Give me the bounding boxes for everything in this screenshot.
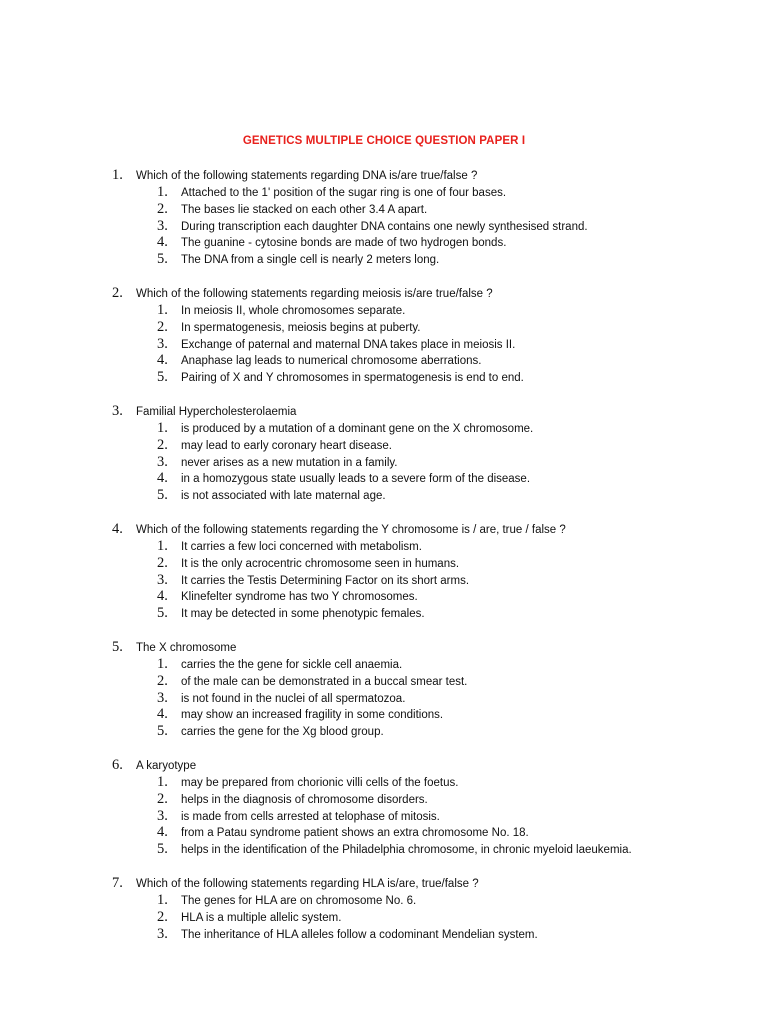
option-number: 1.	[157, 891, 168, 908]
option-number: 1.	[157, 773, 168, 790]
option-item	[0, 184, 768, 201]
option-list	[0, 892, 768, 942]
question-number: 7.	[112, 874, 123, 891]
option-item	[0, 302, 768, 319]
question-text: Familial Hypercholesterolaemia	[136, 405, 297, 418]
question-text: Which of the following statements regarding the Y chromosome is / are, true / false ?	[136, 523, 566, 536]
option-text: from a Patau syndrome patient shows an extra chromosome No. 18.	[181, 827, 529, 840]
question-item	[0, 403, 768, 504]
question-text: Which of the following statements regarding DNA is/are true/false ?	[136, 170, 478, 182]
option-number: 4.	[157, 588, 168, 605]
option-text: is not found in the nuclei of all spermatozoa.	[181, 692, 406, 705]
option-item	[0, 251, 768, 268]
option-number: 1.	[157, 419, 168, 436]
option-number: 5.	[157, 487, 168, 504]
option-text: During transcription each daughter DNA contains one newly synthesised strand.	[181, 220, 588, 233]
option-item	[0, 588, 768, 605]
option-item	[0, 909, 768, 926]
option-item	[0, 352, 768, 369]
option-item	[0, 336, 768, 353]
option-number: 4.	[157, 234, 168, 251]
option-item	[0, 673, 768, 690]
option-text: It is the only acrocentric chromosome seen in humans.	[181, 557, 460, 570]
question-text: Which of the following statements regarding meiosis is/are true/false ?	[136, 287, 493, 300]
option-number: 2.	[157, 318, 168, 335]
option-item	[0, 926, 768, 943]
question-item	[0, 521, 768, 622]
option-list	[0, 774, 768, 858]
option-list	[0, 420, 768, 504]
option-item	[0, 201, 768, 218]
option-text: may be prepared from chorionic villi cells of the foetus.	[181, 776, 459, 789]
option-text: In meiosis II, whole chromosomes separate.	[181, 304, 406, 317]
option-number: 1.	[157, 301, 168, 318]
question-item	[0, 639, 768, 740]
option-text: may show an increased fragility in some conditions.	[181, 709, 444, 722]
option-text: in a homozygous state usually leads to a severe form of the disease.	[181, 473, 531, 486]
option-item	[0, 841, 768, 858]
option-item	[0, 454, 768, 471]
option-text: Pairing of X and Y chromosomes in spermatogenesis is end to end.	[181, 372, 524, 385]
option-text: never arises as a new mutation in a family.	[181, 456, 398, 469]
option-number: 2.	[157, 672, 168, 689]
question-number: 4.	[112, 520, 123, 537]
question-item	[0, 757, 768, 858]
question-header	[0, 875, 768, 892]
option-text: The bases lie stacked on each other 3.4 A apart.	[181, 203, 428, 216]
question-header	[0, 167, 768, 184]
option-item	[0, 538, 768, 555]
option-number: 4.	[157, 470, 168, 487]
option-number: 5.	[157, 841, 168, 858]
option-text: Klinefelter syndrome has two Y chromosomes.	[181, 591, 418, 604]
option-number: 5.	[157, 369, 168, 386]
option-number: 5.	[157, 723, 168, 740]
question-number: 2.	[112, 284, 123, 301]
option-item	[0, 319, 768, 336]
question-number: 1.	[112, 167, 123, 183]
option-text: Anaphase lag leads to numerical chromosome aberrations.	[181, 355, 482, 368]
option-item	[0, 656, 768, 673]
option-item	[0, 487, 768, 504]
question-header	[0, 285, 768, 302]
page-title: GENETICS MULTIPLE CHOICE QUESTION PAPER I	[242, 135, 526, 147]
question-header	[0, 403, 768, 420]
option-list	[0, 302, 768, 386]
option-text: HLA is a multiple allelic system.	[181, 911, 342, 924]
option-item	[0, 605, 768, 622]
option-number: 5.	[157, 251, 168, 268]
option-item	[0, 824, 768, 841]
option-item	[0, 774, 768, 791]
option-text: It may be detected in some phenotypic females.	[181, 608, 425, 621]
option-number: 1.	[157, 184, 168, 200]
option-text: The inheritance of HLA alleles follow a codominant Mendelian system.	[181, 928, 538, 941]
option-number: 4.	[157, 706, 168, 723]
option-item	[0, 437, 768, 454]
option-text: In spermatogenesis, meiosis begins at puberty.	[181, 321, 421, 334]
option-number: 2.	[157, 436, 168, 453]
option-item	[0, 234, 768, 251]
option-number: 2.	[157, 790, 168, 807]
option-item	[0, 420, 768, 437]
option-number: 3.	[157, 217, 168, 234]
option-number: 3.	[157, 925, 168, 942]
question-text: Which of the following statements regarding HLA is/are, true/false ?	[136, 877, 479, 890]
question-item	[0, 167, 768, 268]
option-number: 2.	[157, 200, 168, 217]
question-header	[0, 757, 768, 774]
option-list	[0, 538, 768, 622]
option-text: is made from cells arrested at telophase of mitosis.	[181, 810, 440, 823]
option-text: is produced by a mutation of a dominant gene on the X chromosome.	[181, 422, 534, 435]
option-number: 3.	[157, 571, 168, 588]
question-list	[0, 167, 768, 959]
option-text: carries the the gene for sickle cell anaemia.	[181, 658, 403, 671]
option-number: 2.	[157, 908, 168, 925]
option-text: The genes for HLA are on chromosome No. 6.	[181, 894, 417, 907]
question-item	[0, 285, 768, 386]
option-item	[0, 369, 768, 386]
option-text: The guanine - cytosine bonds are made of two hydrogen bonds.	[181, 237, 507, 250]
question-number: 6.	[112, 756, 123, 773]
option-number: 3.	[157, 335, 168, 352]
option-item	[0, 470, 768, 487]
option-number: 4.	[157, 352, 168, 369]
option-item	[0, 892, 768, 909]
option-number: 1.	[157, 537, 168, 554]
option-text: Attached to the 1' position of the sugar ring is one of four bases.	[181, 187, 507, 199]
option-text: Exchange of paternal and maternal DNA takes place in meiosis II.	[181, 338, 516, 351]
question-item	[0, 875, 768, 942]
option-text: may lead to early coronary heart disease.	[181, 439, 392, 452]
option-item	[0, 555, 768, 572]
option-text: It carries the Testis Determining Factor on its short arms.	[181, 574, 470, 587]
question-text: The X chromosome	[136, 641, 237, 654]
option-text: is not associated with late maternal age.	[181, 490, 386, 503]
question-text: A karyotype	[136, 759, 197, 772]
option-number: 5.	[157, 605, 168, 622]
option-item	[0, 723, 768, 740]
question-header	[0, 639, 768, 656]
option-number: 4.	[157, 824, 168, 841]
option-item	[0, 706, 768, 723]
option-text: It carries a few loci concerned with metabolism.	[181, 540, 422, 553]
question-header	[0, 521, 768, 538]
option-list	[0, 184, 768, 268]
option-number: 3.	[157, 689, 168, 706]
question-number: 3.	[112, 402, 123, 419]
option-item	[0, 791, 768, 808]
option-text: of the male can be demonstrated in a buccal smear test.	[181, 675, 468, 688]
option-text: carries the gene for the Xg blood group.	[181, 726, 384, 739]
option-text: helps in the diagnosis of chromosome disorders.	[181, 793, 428, 806]
option-number: 3.	[157, 453, 168, 470]
option-text: helps in the identification of the Philadelphia chromosome, in chronic myeloid laeukemia.	[181, 844, 632, 857]
option-number: 2.	[157, 554, 168, 571]
option-list	[0, 656, 768, 740]
option-number: 3.	[157, 807, 168, 824]
option-item	[0, 572, 768, 589]
option-item	[0, 808, 768, 825]
option-item	[0, 218, 768, 235]
question-number: 5.	[112, 638, 123, 655]
option-text: The DNA from a single cell is nearly 2 meters long.	[181, 254, 440, 267]
option-number: 1.	[157, 655, 168, 672]
option-item	[0, 690, 768, 707]
